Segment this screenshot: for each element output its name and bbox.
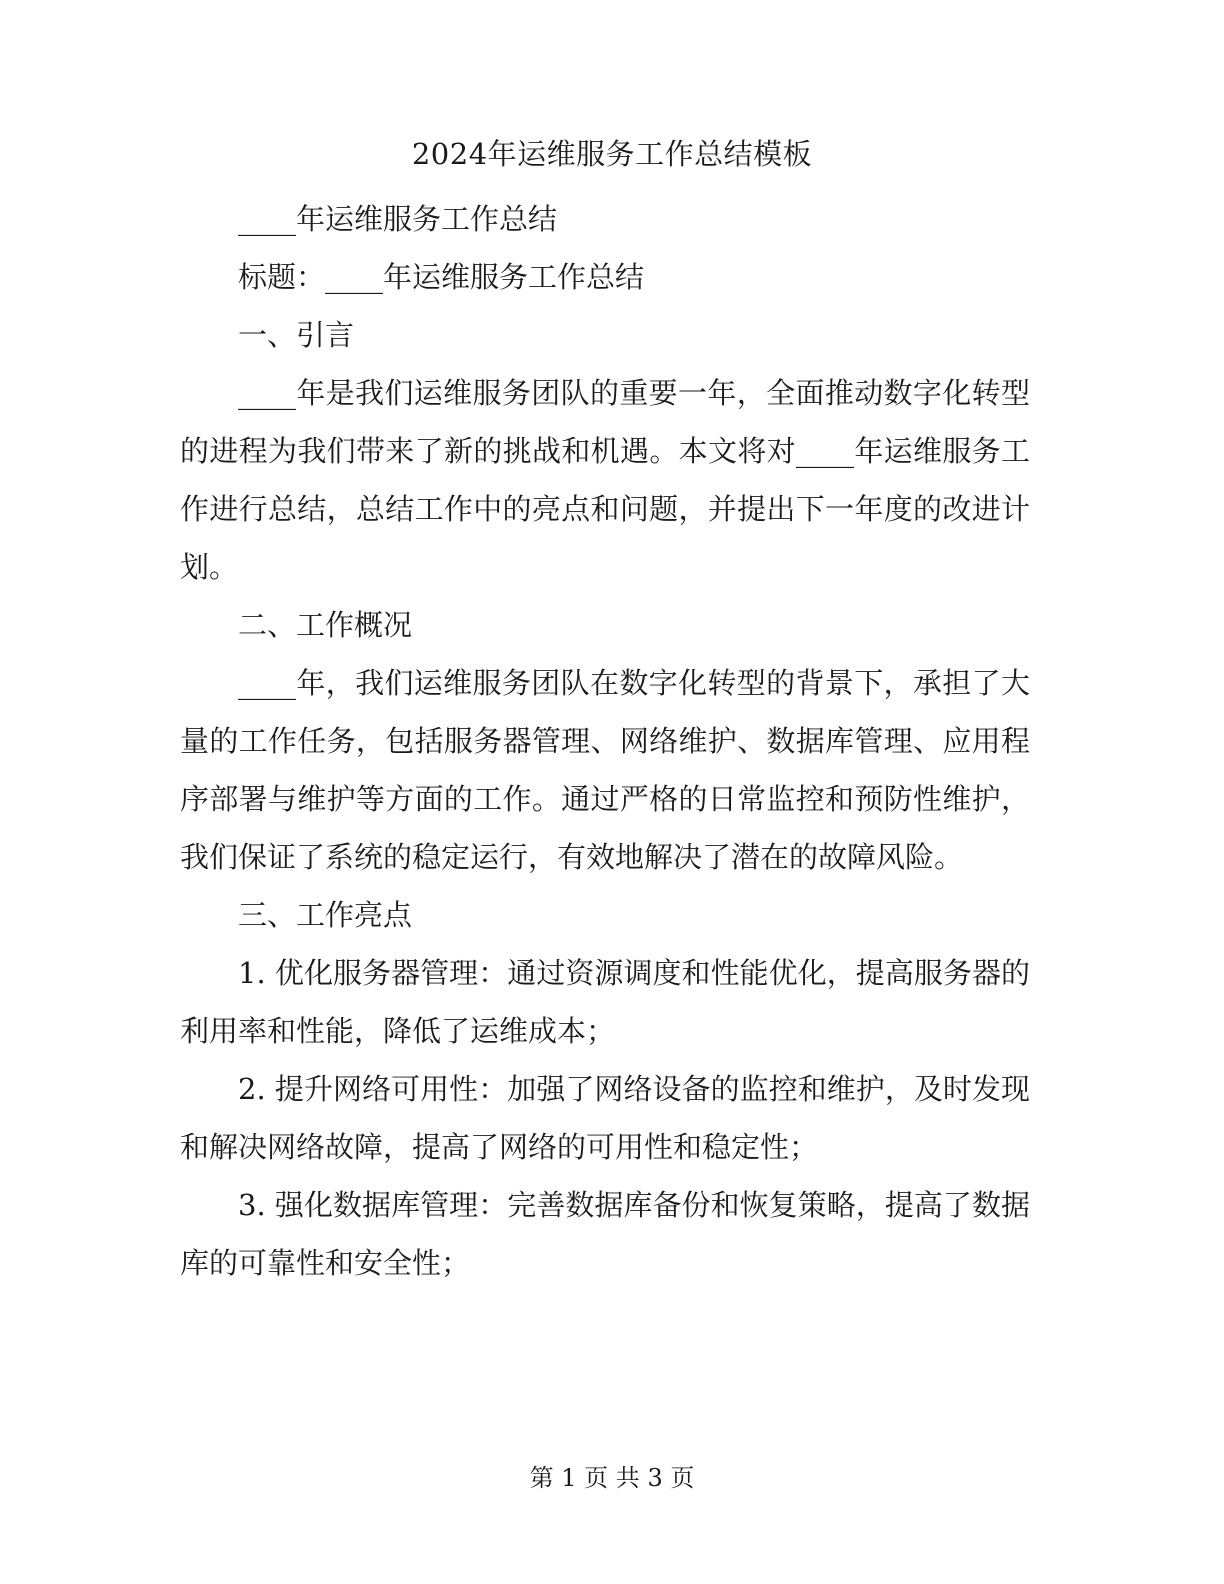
highlight-item-3: 3. 强化数据库管理：完善数据库备份和恢复策略，提高了数据库的可靠性和安全性； (180, 1188, 1030, 1280)
section-heading-highlights: 三、工作亮点 (238, 898, 413, 932)
section-heading-introduction: 一、引言 (238, 318, 355, 352)
document-title: 2024年运维服务工作总结模板 (411, 137, 813, 171)
highlight-item-1: 1. 优化服务器管理：通过资源调度和性能优化，提高服务器的利用率和性能，降低了运维成本； (180, 956, 1030, 1048)
paragraph-subtitle: ____年运维服务工作总结 (238, 202, 558, 236)
paragraph-overview: ____年，我们运维服务团队在数字化转型的背景下，承担了大量的工作任务，包括服务器管理、网络维护、数据库管理、应用程序部署与维护等方面的工作。通过严格的日常监控和预防性维护，我们保证了系统的稳定运行，有效地解决了潜在的故障风险。 (180, 666, 1030, 874)
section-heading-overview: 二、工作概况 (238, 608, 413, 642)
highlight-item-2: 2. 提升网络可用性：加强了网络设备的监控和维护，及时发现和解决网络故障，提高了网络的可用性和稳定性； (180, 1072, 1030, 1164)
paragraph-heading-title: 标题：____年运维服务工作总结 (238, 260, 645, 294)
document-body (180, 190, 1030, 1292)
page-footer: 第 1 页 共 3 页 (529, 1464, 695, 1492)
paragraph-introduction: ____年是我们运维服务团队的重要一年，全面推动数字化转型的进程为我们带来了新的挑战和机遇。本文将对____年运维服务工作进行总结，总结工作中的亮点和问题，并提出下一年度的改进计划。 (180, 376, 1030, 584)
